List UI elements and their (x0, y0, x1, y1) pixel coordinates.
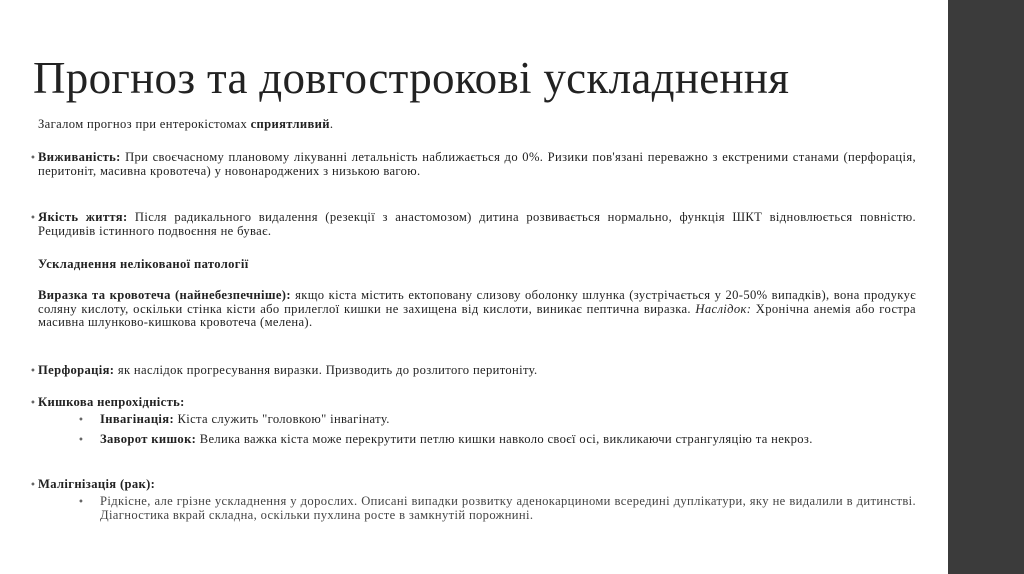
bullet-icon: • (30, 213, 36, 224)
bullet-text: як наслідок прогресування виразки. Призводить до розлитого перитоніту. (114, 363, 538, 377)
sub-bullet-volvulus (100, 433, 916, 447)
slide-title: Прогноз та довгострокові ускладнення (33, 53, 790, 103)
sub-bullet-icon: • (78, 435, 84, 446)
bullet-text: При своєчасному плановому лікуванні летальність наближається до 0%. Ризики пов'язані переважно з екстреними станами (перфорація, перитоніт, масивна кровотеча) у новонароджених з низькою вагою. (38, 150, 916, 178)
ulcer-paragraph (38, 289, 916, 330)
bullet-obstruction: Кишкова непрохідність: (38, 395, 185, 409)
sub-bullet-icon: • (78, 497, 84, 508)
slide-sidebar (948, 0, 1024, 574)
bullet-malignancy: Малігнізація (рак): (38, 477, 156, 491)
ulcer-label: Виразка та кровотеча (найнебезпечніше): (38, 288, 291, 302)
ulcer-text2: Хронічна анемія або гостра масивна шлунково-кишкова кровотеча (мелена). (38, 301, 916, 329)
bullet-quality (38, 211, 916, 238)
sub-bullet-malignancy-text: Рідкісне, але грізне ускладнення у дорослих. Описані випадки розвитку аденокарциноми всередині дуплікатури, яку не видалили в дитинстві. Діагностика вкрай складна, оскільки пухлина росте в замкнутій порожнині. (100, 494, 916, 522)
bullet-label: Виживаність: (38, 150, 121, 164)
bullet-perforation (38, 364, 916, 378)
bullet-survival (38, 151, 916, 178)
ulcer-consequence-label: Наслідок: (695, 301, 752, 316)
ulcer-text: якщо кіста містить ектоповану слизову оболонку шлунка (зустрічається у 20-50% випадків), вона продукує соляну кислоту, оскільки стінка кісти або прилеглої кишки не захищена від кислоти, виникає пептична виразка. (38, 288, 916, 316)
bullet-icon: • (30, 366, 36, 377)
section-heading: Ускладнення нелікованої патології (38, 257, 249, 271)
bullet-label: Перфорація: (38, 363, 115, 377)
bullet-label: Якість життя: (38, 210, 128, 224)
bullet-icon: • (30, 480, 36, 491)
sub-bullet-text: Кіста служить "головкою" інвагінату. (174, 412, 390, 426)
intro-text (38, 118, 916, 132)
sub-bullet-text: Велика важка кіста може перекрутити петлю кишки навколо своєї осі, викликаючи странгуляцію та некроз. (196, 432, 813, 446)
intro-bold: сприятливий (250, 117, 330, 131)
sub-bullet-intussusception (100, 413, 916, 427)
sub-bullet-label: Заворот кишок: (100, 432, 197, 446)
sub-bullet-label: Інвагінація: (100, 412, 174, 426)
intro-end: . (329, 117, 334, 131)
sub-bullet-icon: • (78, 415, 84, 426)
bullet-text: Після радикального видалення (резекції з анастомозом) дитина розвивається нормально, функція ШКТ відновлюється повністю. Рецидивів істинного подвоєння не буває. (38, 210, 916, 238)
bullet-icon: • (30, 153, 36, 164)
intro-lead: Загалом прогноз при ентерокістомах (38, 117, 251, 131)
bullet-icon: • (30, 398, 36, 409)
